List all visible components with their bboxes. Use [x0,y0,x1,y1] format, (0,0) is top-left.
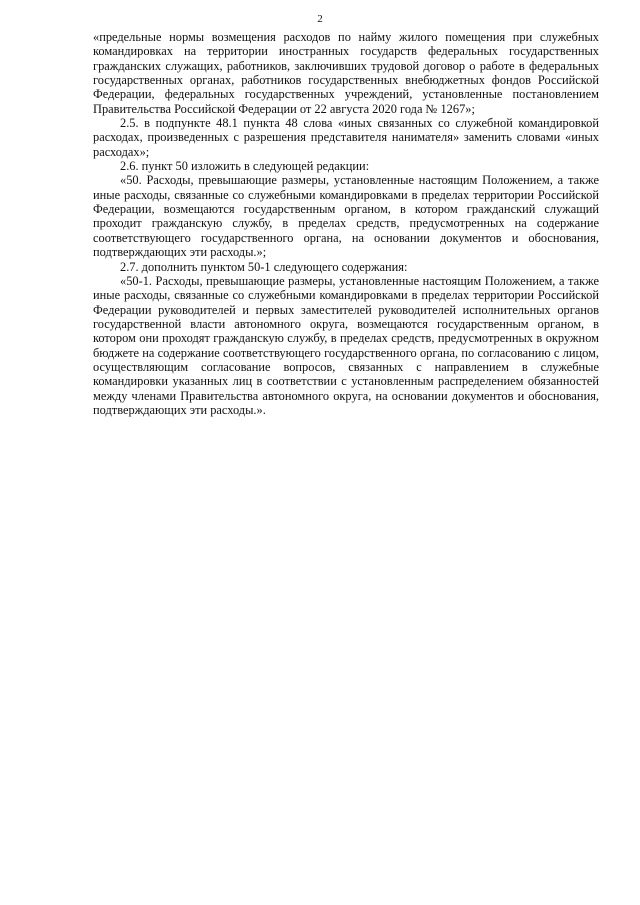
page-number: 2 [317,13,323,25]
paragraph-2-7: 2.7. дополнить пунктом 50-1 следующего содержания: [120,259,408,274]
paragraph-hotel-limits-quote: «предельные нормы возмещения расходов по найму жилого помещения при служебных командировках на территории иностранных государств федеральных государственных гражданских служащих, работников, заключивших трудовой договор о работе в федеральных государственных органах, работников государственных внебюджетных фондов Российской Федерации, федеральных государственных учреждений, установленные постановлением Правительства Российской Федерации от 22 августа 2020 года № 1267»; [93,30,599,116]
document-body [93,30,599,417]
paragraph-item-50-1: «50-1. Расходы, превышающие размеры, установленные настоящим Положением, а также иные расходы, связанные со служебными командировками в пределах территории Российской Федерации руководителей и первых заместителей руководителей исполнительных органов государственной власти автономного округа, возмещаются государственным органом, в котором они проходят гражданскую службу, в пределах средств, предусмотренных в окружном бюджете на содержание соответствующего государственного органа, по согласованию с лицом, осуществляющим согласование вопросов, связанных с направлением в служебные командировки указанных лиц в соответствии с установленным распределением обязанностей между членами Правительства автономного округа, на основании документов и обоснования, подтверждающих эти расходы.». [93,273,599,417]
paragraph-item-50: «50. Расходы, превышающие размеры, установленные настоящим Положением, а также иные расходы, связанные со служебными командировками в пределах территории Российской Федерации, возмещаются государственным органом, в котором гражданский служащий проходит гражданскую службу, в пределах средств, предусмотренных на содержание соответствующего государственного органа, на основании документов и обоснования, подтверждающих эти расходы.»; [93,173,599,260]
paragraph-2-5: 2.5. в подпункте 48.1 пункта 48 слова «иных связанных со служебной командировкой расходах, произведенных с разрешения представителя нанимателя» заменить словами «иных расходах»; [93,116,599,159]
paragraph-2-6: 2.6. пункт 50 изложить в следующей редакции: [120,159,370,174]
